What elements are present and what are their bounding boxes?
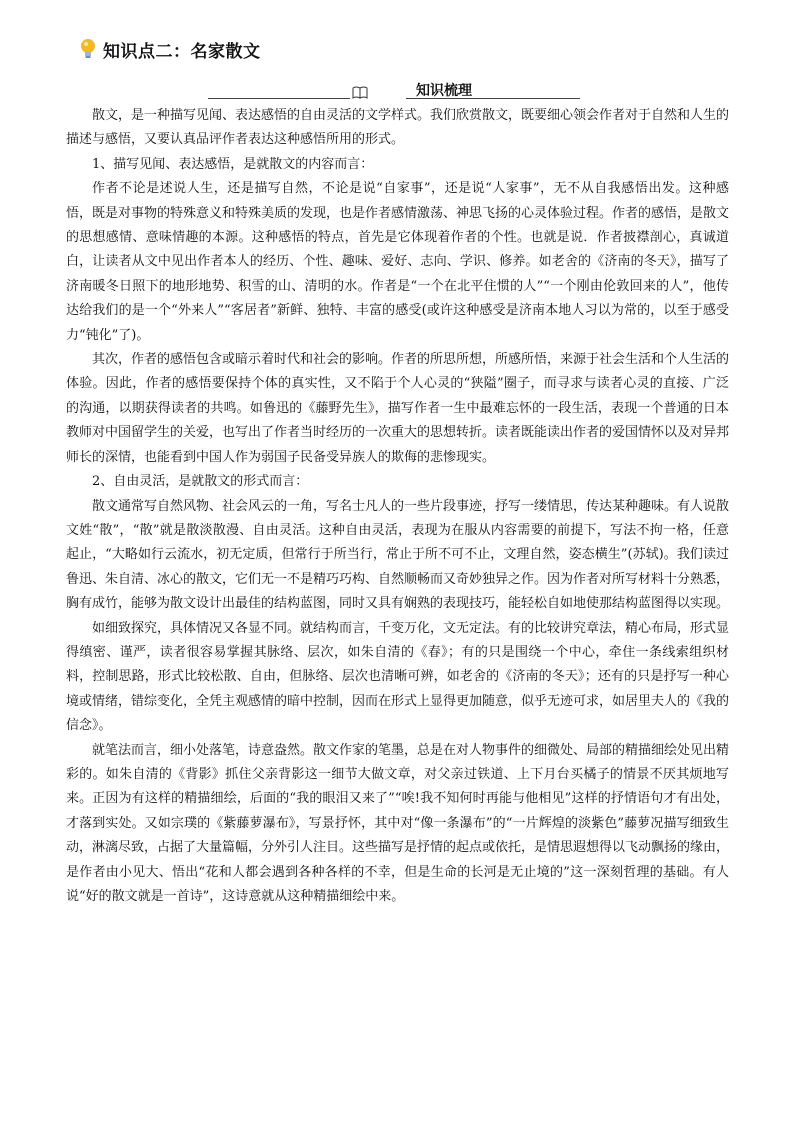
lightbulb-icon <box>79 36 97 62</box>
page-title: 知识点二：名家散文 <box>103 41 261 62</box>
paragraph: 2、自由灵活，是就散文的形式而言： <box>92 474 309 490</box>
paragraph: 作者不论是述说人生，还是描写自然，不论是说“自家事”，还是说“人家事”，无不从自我感悟出发。这种感悟，既是对事物的特殊意义和特殊美质的发现，也是作者感情激荡、神思飞扬的心灵体验过程。作者的感悟，是散文的思想感情、意味情趣的本源。这种感悟的特点，首先是它体现着作者的个性。也就是说．作者披襟剖心，真诚道白，让读者从文中见出作者本人的经历、个性、趣味、爱好、志向、学识、修养。如老舍的《济南的冬天》，描写了济南暖冬日照下的地形地势、积雪的山、清明的水。作者是“一个在北平住惯的人”“一个刚由伦敦回来的人”，他传达给我们的是一个“外来人”“客居者”新鲜、独特、丰富的感受(或许这种感受是济南本地人习以为常的，以至于感受力“钝化”了)。 <box>66 181 730 343</box>
paragraph: 散文，是一种描写见闻、表达感悟的自由灵活的文学样式。我们欣赏散文，既要细心领会作者对于自然和人生的描述与感悟，又要认真品评作者表达这种感悟所用的形式。 <box>66 108 730 148</box>
section-label: 知识梳理 <box>416 83 472 99</box>
paragraph: 1、描写见闻、表达感悟，是就散文的内容而言： <box>92 156 374 172</box>
paragraph: 散文通常写自然风物、社会风云的一角，写名士凡人的一些片段事迹，抒写一缕情思，传达某种趣味。有人说散文姓“散”，“散”就是散淡散漫、自由灵活。这种自由灵活，表现为在服从内容需要的前提下，写法不拘一格，任意起止，“大略如行云流水，初无定质，但常行于所当行，常止于所不可不止，文理自然，姿态横生”(苏轼)。我们读过鲁迅、朱自清、冰心的散文，它们无一不是精巧巧构、自然顺畅而又奇妙独异之作。因为作者对所写材料十分熟悉，胸有成竹，能够为散文设计出最佳的结构蓝图，同时又具有娴熟的表现技巧，能轻松自如地使那结构蓝图得以实现。 <box>66 498 730 612</box>
paragraph: 就笔法而言，细小处落笔，诗意盎然。散文作家的笔墨，总是在对人物事件的细微处、局部的精描细绘处见出精彩的。如朱自清的《背影》抓住父亲背影这一细节大做文章，对父亲过铁道、上下月台买橘子的情景不厌其烦地写来。正因为有这样的精描细绘，后面的“我的眼泪又来了”“唉!我不知何时再能与他相见”这样的抒情语句才有出处，才落到实处。又如宗璞的《紫藤萝瀑布》，写景抒怀，其中对“像一条瀑布”的“一片辉煌的淡紫色”藤萝况描写细致生动，淋漓尽致，占据了大量篇幅，分外引人注目。这些描写是抒情的起点或依托，是情思遐想得以飞动飘扬的缘由，是作者由小见大、悟出“花和人都会遇到各种各样的不幸，但是生命的长河是无止境的”这一深刻哲理的基础。有人说“好的散文就是一首诗”，这诗意就从这种精描细绘中来。 <box>66 742 730 904</box>
article-body <box>66 104 729 909</box>
section-heading <box>200 80 580 100</box>
section-header <box>79 34 261 64</box>
paragraph: 其次，作者的感悟包含或暗示着时代和社会的影响。作者的所思所想，所感所悟，来源于社会生活和个人生活的体验。因此，作者的感悟要保持个体的真实性，又不陷于个人心灵的“狭隘”圈子，而寻求与读者心灵的直接、广泛的沟通，以期获得读者的共鸣。如鲁迅的《藤野先生》，描写作者一生中最难忘怀的一段生活，表现一个普通的日本教师对中国留学生的关爱，也写出了作者当时经历的一次重大的思想转折。读者既能读出作者的爱国情怀以及对异邦师长的深情，也能看到中国人作为弱国子民备受异族人的欺侮的悲惨现实。 <box>66 352 730 465</box>
paragraph: 如细致探究，具体情况又各显不同。就结构而言，千变万化，文无定法。有的比较讲究章法，精心布局，形式显得缜密、谨严，读者很容易掌握其脉络、层次，如朱自清的《春》；有的只是围绕一个中心，牵住一条线索组织材料，控制思路，形式比较松散、自由，但脉络、层次也清晰可辨，如老舍的《济南的冬天》；还有的只是抒写一种心境或情绪，错综变化，全凭主观感情的暗中控制，因而在形式上显得更加随意，似乎无迹可求，如居里夫人的《我的信念》。 <box>66 620 730 734</box>
open-book-icon <box>352 86 368 99</box>
divider-left <box>208 98 350 99</box>
